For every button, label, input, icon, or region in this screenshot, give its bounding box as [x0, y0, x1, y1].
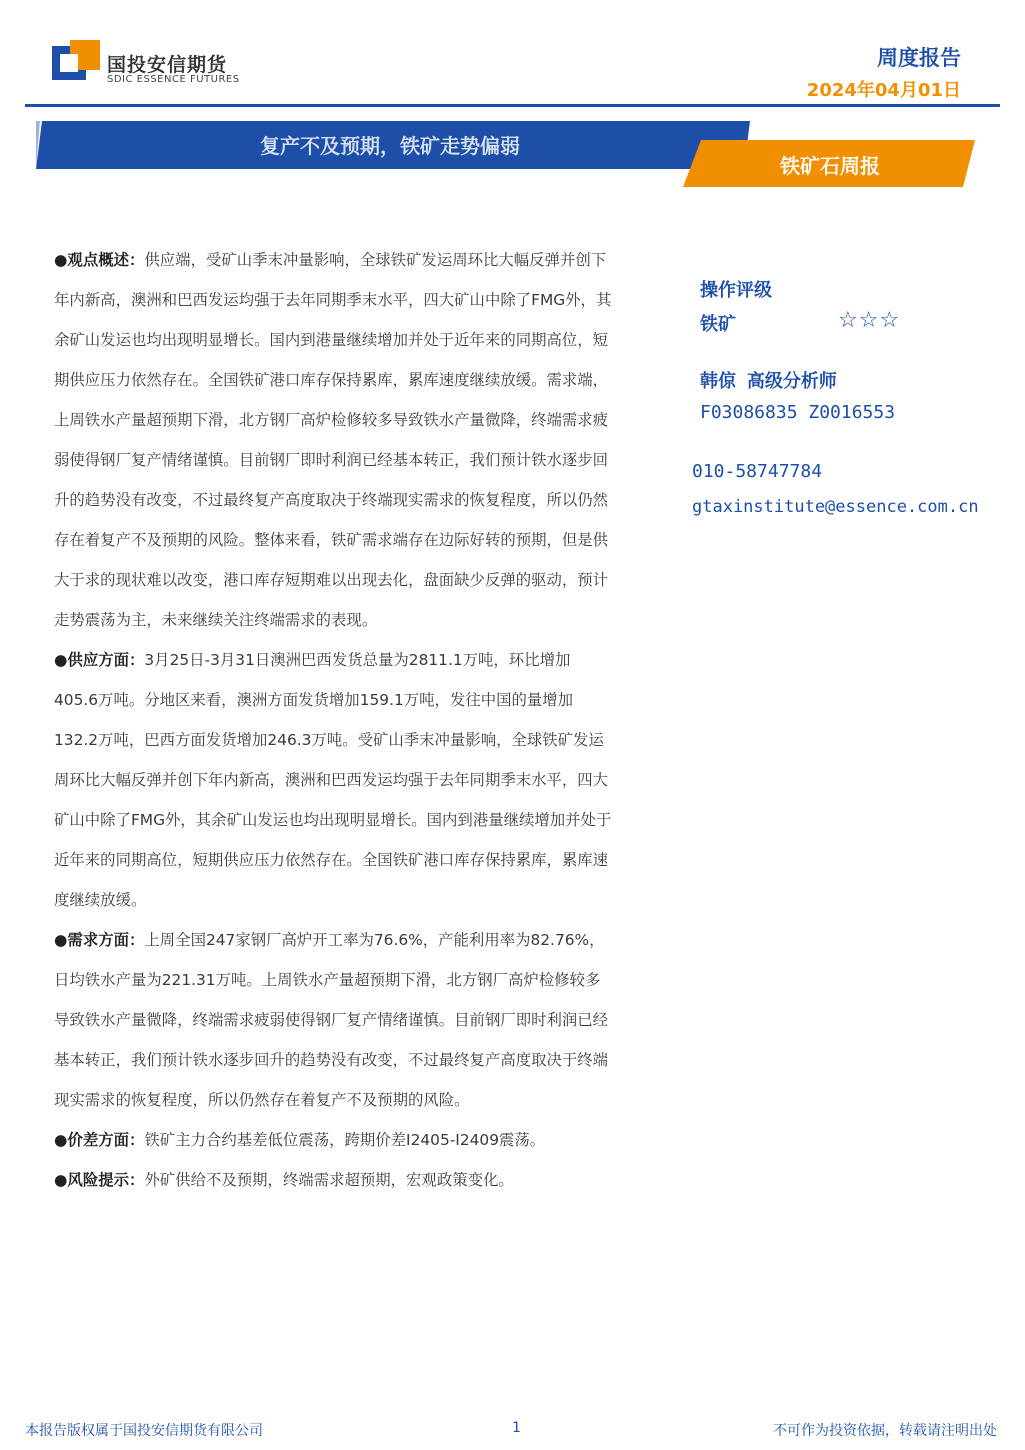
section-lead: ●观点概述： [54, 251, 145, 269]
header-divider [25, 104, 1000, 107]
section-text: 外矿供给不及预期，终端需求超预期，宏观政策变化。 [144, 1171, 514, 1189]
section-lead: ●风险提示： [54, 1171, 145, 1189]
report-body [54, 240, 614, 1200]
report-date: 2024年04月01日 [806, 80, 961, 101]
section-overview [54, 240, 614, 640]
contact-email[interactable]: gtaxinstitute@essence.com.cn [692, 497, 979, 517]
footer-disclaimer: 不可作为投资依据，转载请注明出处 [773, 1423, 997, 1439]
brand-name-en: SDIC ESSENCE FUTURES [107, 74, 240, 85]
analyst-name: 韩倞 高级分析师 [700, 371, 837, 392]
section-risk [54, 1160, 614, 1200]
section-text: 供应端，受矿山季末冲量影响，全球铁矿发运周环比大幅反弹并创下年内新高，澳洲和巴西发运均强于去年同期季末水平，四大矿山中除了FMG外，其余矿山发运也均出现明显增长。国内到港量继续增加并处于近年来的同期高位，短期供应压力依然存在。全国铁矿港口库存保持累库，累库速度继续放缓。需求端，上周铁水产量超预期下滑，北方钢厂高炉检修较多导致铁水产量微降，终端需求疲弱使得钢厂复产情绪谨慎。目前钢厂即时利润已经基本转正，我们预计铁水逐步回升的趋势没有改变，不过最终复产高度取决于终端现实需求的恢复程度，所以仍然存在着复产不及预期的风险。整体来看，铁矿需求端存在边际好转的预期，但是供大于求的现状难以改变，港口库存短期难以出现去化，盘面缺少反弹的驱动，预计走势震荡为主，未来继续关注终端需求的表现。 [54, 251, 612, 629]
section-spread [54, 1120, 614, 1160]
rating-stars-icon: ☆☆☆ [838, 308, 901, 333]
section-supply [54, 640, 614, 920]
section-demand [54, 920, 614, 1120]
section-text: 铁矿主力合约基差低位震荡，跨期价差I2405-I2409震荡。 [144, 1131, 546, 1149]
report-type: 周度报告 [877, 46, 961, 70]
page-number: 1 [512, 1420, 521, 1436]
section-text: 上周全国247家钢厂高炉开工率为76.6%，产能利用率为82.76%，日均铁水产量为221.31万吨。上周铁水产量超预期下滑，北方钢厂高炉检修较多导致铁水产量微降，终端需求疲弱使得钢厂复产情绪谨慎。目前钢厂即时利润已经基本转正，我们预计铁水逐步回升的趋势没有改变，不过最终复产高度取决于终端现实需求的恢复程度，所以仍然存在着复产不及预期的风险。 [54, 931, 609, 1109]
rating-label: 操作评级 [700, 280, 772, 301]
report-category-tag: 铁矿石周报 [780, 154, 880, 178]
contact-phone: 010-58747784 [692, 461, 823, 482]
section-lead: ●需求方面： [54, 931, 145, 949]
section-lead: ●价差方面： [54, 1131, 145, 1149]
section-text: 3月25日-3月31日澳洲巴西发货总量为2811.1万吨，环比增加405.6万吨。分地区来看，澳洲方面发货增加159.1万吨，发往中国的量增加132.2万吨，巴西方面发货增加246.3万吨。受矿山季末冲量影响，全球铁矿发运周环比大幅反弹并创下年内新高，澳洲和巴西发运均强于去年同期季末水平，四大矿山中除了FMG外，其余矿山发运也均出现明显增长。国内到港量继续增加并处于近年来的同期高位，短期供应压力依然存在。全国铁矿港口库存保持累库，累库速度继续放缓。 [54, 651, 612, 909]
company-logo [52, 40, 104, 84]
footer-copyright: 本报告版权属于国投安信期货有限公司 [25, 1423, 263, 1439]
report-title: 复产不及预期，铁矿走势偏弱 [260, 134, 520, 158]
brand-name-cn: 国投安信期货 [107, 54, 228, 76]
rating-item: 铁矿 [700, 314, 736, 335]
section-lead: ●供应方面： [54, 651, 145, 669]
analyst-cert-ids: F03086835 Z0016553 [700, 402, 896, 423]
